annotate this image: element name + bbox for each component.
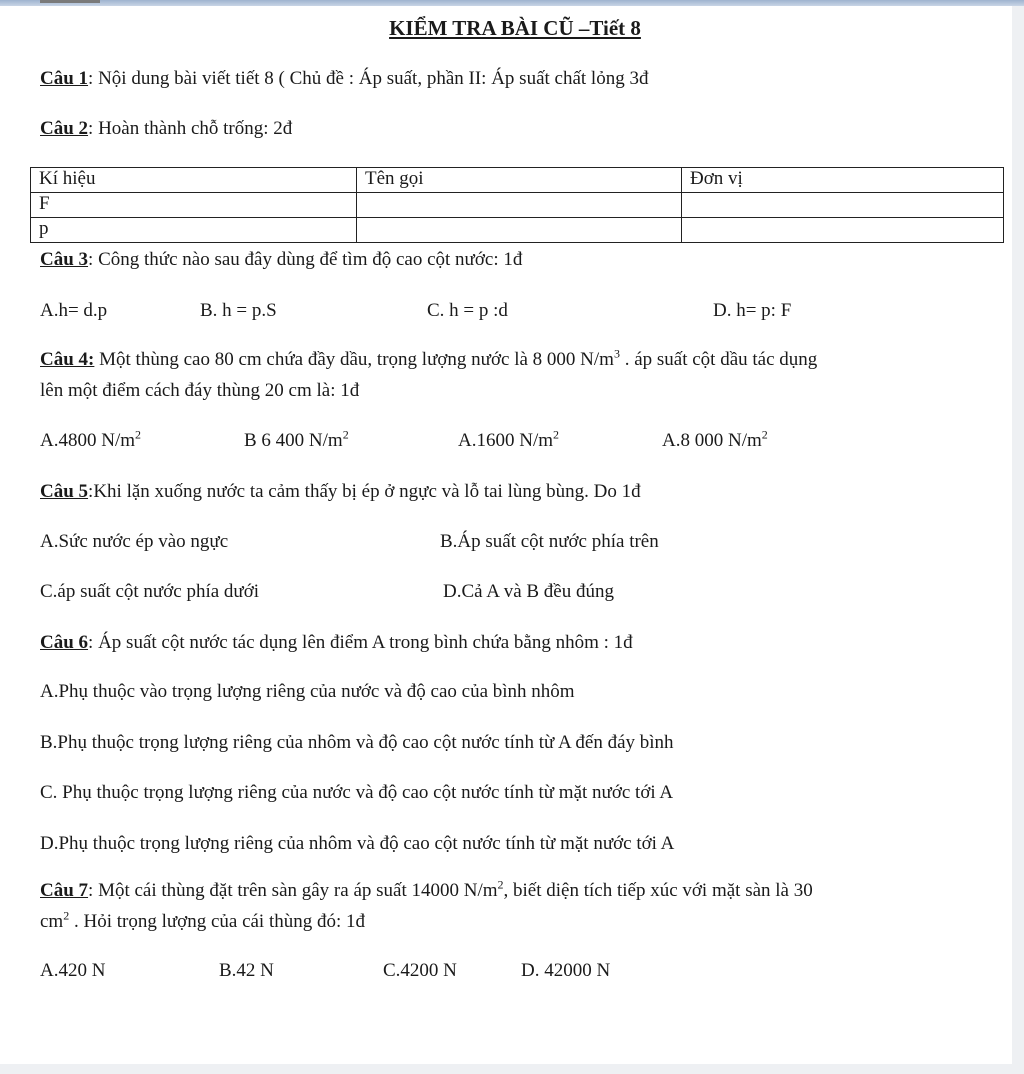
table-cell: p (31, 218, 357, 243)
table-cell (682, 193, 1004, 218)
question-1 (40, 68, 648, 90)
question-3-option-d: D. h= p: F (713, 300, 792, 321)
question-4-option-d (662, 427, 768, 452)
page-title: KIỂM TRA BÀI CŨ –Tiết 8 (389, 16, 641, 40)
question-4-text-end: . áp suất cột dầu tác dụng (619, 349, 818, 370)
question-7-option-b: B.42 N (219, 960, 274, 981)
question-7-line-2-text: . Hỏi trọng lượng của cái thùng đó: 1đ (69, 911, 366, 932)
question-5-option-d: D.Cả A và B đều đúng (443, 581, 614, 602)
question-4-text: Một thùng cao 80 cm chứa đầy dầu, trọng lượng nước là 8 000 N/m (94, 349, 614, 370)
question-4-line-2: lên một điểm cách đáy thùng 20 cm là: 1đ (40, 380, 360, 401)
table-row (31, 218, 1004, 243)
question-7-label: Câu 7 (40, 880, 89, 901)
superscript: 2 (135, 427, 141, 442)
question-3-label: Câu 3 (40, 249, 89, 270)
question-1-text: : Nội dung bài viết tiết 8 ( Chủ đề : Áp suất, phần II: Áp suất chất lỏng 3đ (88, 68, 649, 89)
question-7-line-2 (40, 908, 366, 933)
question-2-label: Câu 2 (40, 118, 89, 139)
question-5-option-b: B.Áp suất cột nước phía trên (440, 531, 659, 552)
table-row (31, 193, 1004, 218)
option-text: B 6 400 N/m (244, 430, 343, 451)
question-3-option-b: B. h = p.S (200, 300, 277, 321)
question-7-text-end: , biết diện tích tiếp xúc với mặt sàn là 30 (503, 880, 813, 901)
superscript: 3 (613, 346, 620, 361)
question-6-option-b: B.Phụ thuộc trọng lượng riêng của nhôm và độ cao cột nước tính từ A đến đáy bình (40, 732, 674, 753)
question-3 (40, 249, 522, 271)
question-6 (40, 632, 633, 654)
superscript: 2 (63, 908, 70, 923)
question-6-option-c: C. Phụ thuộc trọng lượng riêng của nước và độ cao cột nước tính từ mặt nước tới A (40, 782, 674, 803)
question-4 (40, 346, 818, 371)
question-5-label: Câu 5 (40, 481, 89, 502)
table-header-cell: Tên gọi (357, 168, 682, 193)
question-4-label: Câu 4: (40, 349, 95, 370)
superscript: 2 (761, 427, 768, 442)
option-text: A.4800 N/m (40, 430, 135, 451)
question-6-label: Câu 6 (40, 632, 89, 653)
question-7-text: : Một cái thùng đặt trên sàn gây ra áp suất 14000 N/m (88, 880, 498, 901)
unit-text: cm (40, 911, 64, 932)
superscript: 2 (553, 427, 559, 442)
question-3-option-a: A.h= d.p (40, 300, 108, 321)
question-3-text: : Công thức nào sau đây dùng để tìm độ cao cột nước: 1đ (88, 249, 523, 270)
question-5-option-c: C.áp suất cột nước phía dưới (40, 581, 260, 602)
fill-in-table (30, 167, 1004, 243)
table-cell: F (31, 193, 357, 218)
question-5-option-a: A.Sức nước ép vào ngực (40, 531, 229, 552)
table-cell (357, 193, 682, 218)
table-header-row (31, 168, 1004, 193)
question-5-text: :Khi lặn xuống nước ta cảm thấy bị ép ở ngực và lỗ tai lùng bùng. Do 1đ (88, 481, 641, 502)
question-4-option-a (40, 427, 141, 452)
page-right-margin (1012, 6, 1024, 1074)
question-6-text: : Áp suất cột nước tác dụng lên điểm A trong bình chứa bằng nhôm : 1đ (88, 632, 633, 653)
question-4-option-b (244, 427, 349, 452)
superscript: 2 (342, 427, 349, 442)
question-2-text: : Hoàn thành chỗ trống: 2đ (88, 118, 293, 139)
table-cell (357, 218, 682, 243)
superscript: 2 (497, 877, 504, 892)
table-header-cell: Đơn vị (682, 168, 1004, 193)
question-4-option-c (458, 427, 559, 452)
question-7-option-d: D. 42000 N (521, 960, 611, 981)
table-header-cell: Kí hiệu (31, 168, 357, 193)
question-7-option-c: C.4200 N (383, 960, 457, 981)
question-1-label: Câu 1 (40, 68, 89, 89)
question-2 (40, 118, 292, 140)
question-3-option-c: C. h = p :d (427, 300, 508, 321)
question-7 (40, 877, 813, 902)
question-5 (40, 481, 641, 503)
page-bottom-margin (0, 1064, 1024, 1074)
question-6-option-a: A.Phụ thuộc vào trọng lượng riêng của nước và độ cao của bình nhôm (40, 681, 575, 702)
question-6-option-d: D.Phụ thuộc trọng lượng riêng của nhôm và độ cao cột nước tính từ mặt nước tới A (40, 833, 675, 854)
option-text: A.1600 N/m (458, 430, 553, 451)
option-text: A.8 000 N/m (662, 430, 762, 451)
question-7-option-a: A.420 N (40, 960, 106, 981)
table-cell (682, 218, 1004, 243)
